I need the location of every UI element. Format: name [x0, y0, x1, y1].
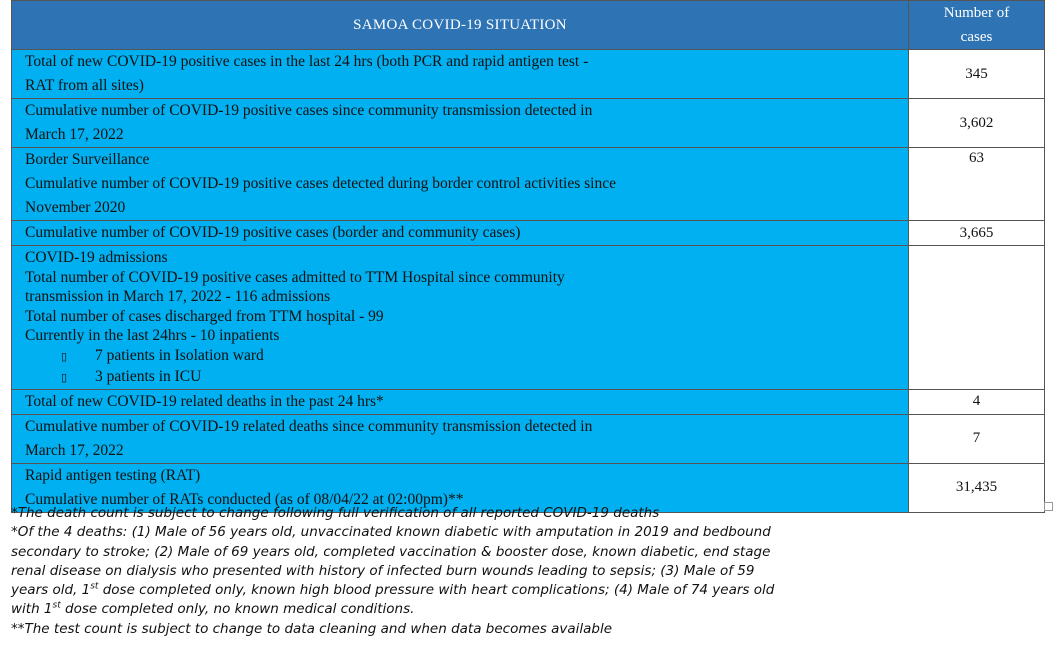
row-text: Cumulative number of COVID-19 related deaths since community transmission detected in [25, 417, 593, 435]
bullet-marker-icon: ▯ [61, 350, 68, 363]
footnote-line [11, 600, 1011, 619]
table-row [12, 414, 1045, 463]
row-text: RAT from all sites) [25, 77, 144, 94]
row-label [12, 414, 909, 463]
row-value [909, 246, 1045, 390]
row-value: 3,602 [909, 99, 1045, 148]
row-value: 7 [909, 414, 1045, 463]
table-header-row [12, 1, 1045, 50]
footnote-text: dose completed only, known high blood pressure with heart complications; (4) Male of 74 years old [98, 582, 775, 599]
row-text: Total of new COVID-19 positive cases in the last 24 hrs (both PCR and rapid antigen test - [25, 53, 589, 70]
table-row [12, 50, 1045, 99]
table-row [12, 99, 1045, 148]
row-text: March 17, 2022 [25, 126, 124, 143]
row-value: 345 [909, 50, 1045, 99]
footnotes [11, 504, 1011, 639]
row-text: Total number of cases discharged from TTM hospital - 99 [25, 307, 384, 325]
table-row [12, 148, 1045, 221]
row-text: March 17, 2022 [25, 441, 124, 459]
row-text: Cumulative number of RATs conducted (as of 08/04/22 at 02:00pm)** [25, 490, 464, 508]
footnote-line: *Of the 4 deaths: (1) Male of 56 years old, unvaccinated known diabetic with amputation in 2019 and bedbound [11, 524, 771, 541]
column-header-cases [909, 1, 1045, 50]
table-resize-handle-icon [1044, 502, 1053, 511]
row-text: Total number of COVID-19 positive cases admitted to TTM Hospital since community [25, 268, 565, 286]
row-text: Border Surveillance [25, 151, 150, 168]
row-value: 3,665 [909, 221, 1045, 246]
row-label [12, 246, 909, 390]
row-text: Cumulative number of COVID-19 positive cases detected during border control activities since [25, 175, 616, 192]
covid-situation-table [11, 0, 1045, 513]
table-title: SAMOA COVID-19 SITUATION [12, 1, 909, 50]
row-value: 4 [909, 389, 1045, 414]
bullet-text: 7 patients in Isolation ward [95, 346, 264, 364]
footnote-line [11, 581, 1011, 600]
ordinal-suffix: st [90, 581, 99, 592]
table-row [12, 246, 1045, 390]
footnote-text: with 1 [11, 601, 53, 618]
table-row [12, 389, 1045, 414]
row-label [12, 50, 909, 99]
row-label [12, 221, 909, 246]
footnote-line: secondary to stroke; (2) Male of 69 years old, completed vaccination & booster dose, known diabetic, end stage [11, 543, 771, 560]
ordinal-suffix: st [52, 600, 61, 611]
column-header-line: Number of [943, 5, 1010, 21]
row-label [12, 148, 909, 221]
row-text: November 2020 [25, 199, 126, 216]
footnote-death-count: *The death count is subject to change following full verification of all reported COVID-19 deaths [11, 505, 660, 521]
row-text: Currently in the last 24hrs - 10 inpatients [25, 327, 280, 344]
row-text: Cumulative number of COVID-19 positive cases (border and community cases) [25, 224, 521, 241]
row-value: 31,435 [909, 463, 1045, 512]
footnote-deaths-detail [11, 523, 1011, 619]
bullet-marker-icon: ▯ [61, 372, 68, 384]
footnote-text: years old, 1 [11, 582, 91, 599]
row-text: Total of new COVID-19 related deaths in the past 24 hrs* [25, 392, 384, 410]
footnote-test-count: **The test count is subject to change to data cleaning and when data becomes available [11, 620, 613, 637]
row-value: 63 [909, 148, 1045, 221]
bullet-text: 3 patients in ICU [95, 368, 202, 385]
row-text: Cumulative number of COVID-19 positive cases since community transmission detected in [25, 102, 593, 119]
row-text: Rapid antigen testing (RAT) [25, 466, 201, 484]
table-row [12, 221, 1045, 246]
row-label [12, 389, 909, 414]
bullet-item [25, 367, 902, 389]
row-label [12, 99, 909, 148]
row-text: transmission in March 17, 2022 - 116 admissions [25, 288, 331, 305]
footnote-text: dose completed only, no known medical conditions. [60, 601, 415, 618]
column-header-line: cases [960, 29, 993, 45]
footnote-line: renal disease on dialysis who presented with history of infected burn wounds leading to sepsis; (3) Male of 59 [11, 562, 755, 579]
bullet-item [25, 346, 902, 368]
row-text: COVID-19 admissions [25, 249, 168, 266]
